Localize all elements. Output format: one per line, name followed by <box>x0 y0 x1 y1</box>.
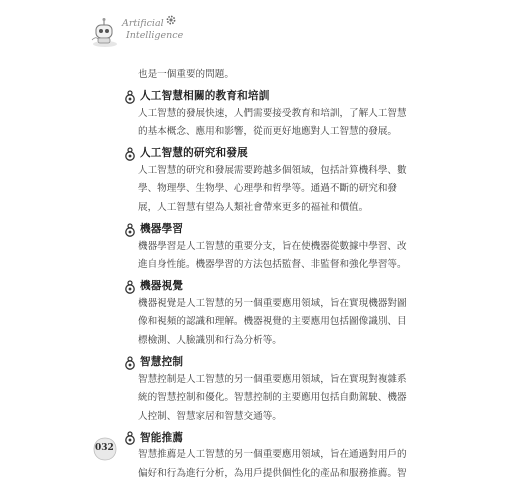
header-title-line2: Intelligence <box>126 30 184 41</box>
sections-container <box>124 87 414 484</box>
body-line: 智慧控制是人工智慧的另一個重要應用領域，旨在實現對複雜系 <box>138 373 407 385</box>
page-number: 032 <box>95 443 114 453</box>
section-heading <box>124 428 414 446</box>
section-body <box>124 446 414 483</box>
medal-bullet-icon <box>124 355 136 369</box>
medal-bullet-icon <box>124 222 136 236</box>
section-heading-text: 智能推薦 <box>140 431 184 444</box>
body-line: 機器學習是人工智慧的重要分支，旨在使機器從數據中學習、改 <box>138 240 407 252</box>
section-heading-text: 人工智慧的研究和發展 <box>140 147 248 160</box>
body-line: 偏好和行為進行分析，為用戶提供個性化的產品和服務推薦。智 <box>138 467 407 479</box>
body-line: 人控制、智慧家居和智慧交通等。 <box>138 410 282 422</box>
body-line: 智慧推薦是人工智慧的另一個重要應用領域，旨在通過對用戶的 <box>138 449 407 461</box>
section-body <box>124 105 414 142</box>
section <box>124 220 414 275</box>
intro-paragraph: 也是一個重要的問題。 <box>138 69 234 80</box>
gear-icon <box>165 14 177 26</box>
section <box>124 144 414 218</box>
header-title-line1: Artificial <box>122 18 164 29</box>
section-body <box>124 238 414 275</box>
body-line: 展，人工智慧有望為人類社會帶來更多的福祉和價值。 <box>138 201 369 213</box>
page-header <box>88 14 198 54</box>
page-content <box>124 66 414 484</box>
body-line: 像和視頻的認識和理解。機器視覺的主要應用包括圖像識別、目 <box>138 316 407 328</box>
section-heading-text: 智慧控制 <box>140 356 184 369</box>
medal-bullet-icon <box>124 430 136 444</box>
body-line: 機器視覺是人工智慧的另一個重要應用領域，旨在實現機器對圖 <box>138 297 407 309</box>
body-line: 進自身性能。機器學習的方法包括監督、非監督和強化學習等。 <box>138 259 407 271</box>
section-heading <box>124 220 414 238</box>
section-heading-text: 人工智慧相關的教育和培訓 <box>140 90 270 103</box>
body-line: 的基本概念、應用和影響，從而更好地應對人工智慧的發展。 <box>138 126 398 138</box>
section-heading-text: 機器視覺 <box>140 280 184 293</box>
section <box>124 428 414 483</box>
section <box>124 277 414 351</box>
body-line: 標檢測、人臉識別和行為分析等。 <box>138 334 282 346</box>
section-body <box>124 162 414 218</box>
section-body <box>124 371 414 427</box>
section-heading <box>124 353 414 371</box>
robot-mascot-icon <box>88 16 122 50</box>
body-line: 統的智慧控制和優化。智慧控制的主要應用包括自動駕駛、機器 <box>138 392 407 404</box>
medal-bullet-icon <box>124 279 136 293</box>
section <box>124 87 414 142</box>
medal-bullet-icon <box>124 146 136 160</box>
medal-bullet-icon <box>124 89 136 103</box>
section-heading <box>124 277 414 295</box>
section-heading-text: 機器學習 <box>140 223 184 236</box>
body-line: 人工智慧的發展快速，人們需要接受教育和培訓，了解人工智慧 <box>138 107 407 119</box>
section <box>124 353 414 427</box>
section-body <box>124 295 414 351</box>
section-heading <box>124 87 414 105</box>
body-line: 人工智慧的研究和發展需要跨越多個領域，包括計算機科學、數 <box>138 164 407 176</box>
section-heading <box>124 144 414 162</box>
body-line: 學、物理學、生物學、心理學和哲學等。通過不斷的研究和發 <box>138 183 398 195</box>
